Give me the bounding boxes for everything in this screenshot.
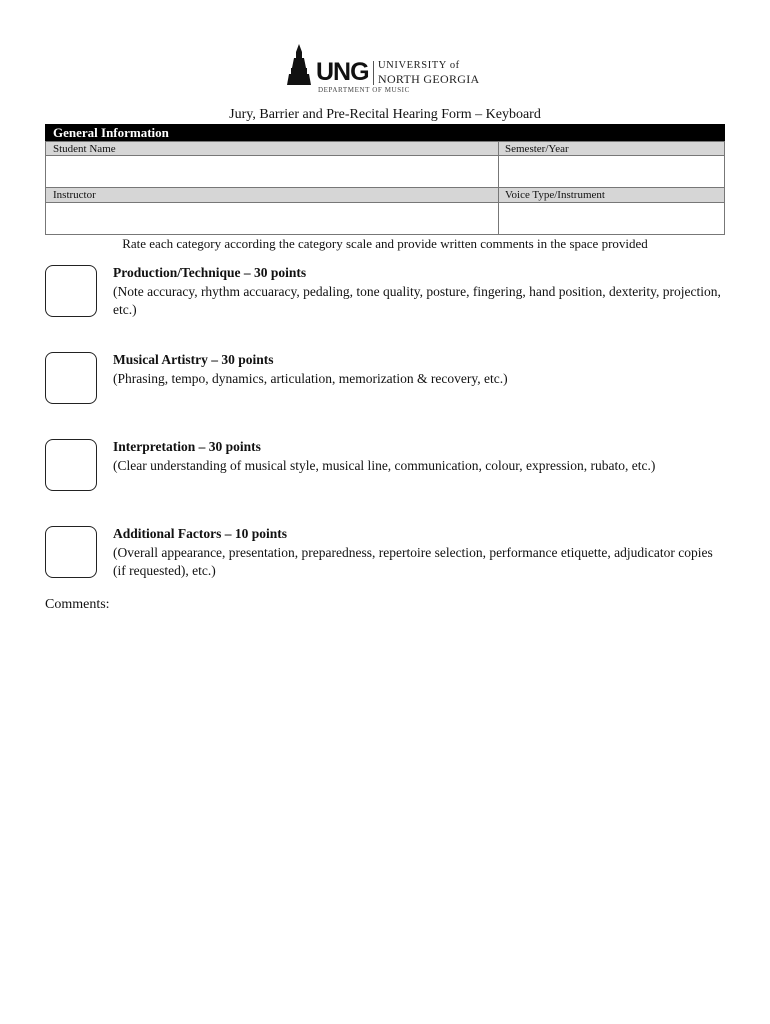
student-name-field[interactable]: [46, 156, 498, 187]
instructor-field[interactable]: [46, 203, 498, 234]
tower-icon: [286, 44, 312, 86]
voice-instrument-label: Voice Type/Instrument: [505, 189, 605, 201]
category-description: (Clear understanding of musical style, musical line, communication, colour, expression, rubato, etc.): [113, 458, 656, 473]
form-title: Jury, Barrier and Pre-Recital Hearing Form – Keyboard: [229, 107, 541, 122]
category-title: Interpretation – 30 points: [113, 439, 261, 454]
score-box[interactable]: [45, 526, 97, 578]
instructions: Rate each category according the category scale and provide written comments in the space provided: [122, 236, 648, 251]
logo-department: DEPARTMENT OF MUSIC: [318, 86, 410, 94]
category-description: (Overall appearance, presentation, preparedness, repertoire selection, performance etiquette, adjudicator copies (if requested), etc.): [113, 545, 713, 578]
instructor-label: Instructor: [53, 189, 96, 201]
comments-label: Comments:: [45, 597, 110, 612]
category-title: Musical Artistry – 30 points: [113, 352, 274, 367]
score-box[interactable]: [45, 439, 97, 491]
info-row-2: [45, 188, 725, 235]
general-information-header: General Information: [45, 124, 725, 141]
field-row-2: [45, 203, 725, 235]
logo-abbr: UNG: [316, 58, 369, 86]
category-title: Additional Factors – 10 points: [113, 526, 288, 541]
category-description: (Note accuracy, rhythm accuaracy, pedaling, tone quality, posture, fingering, hand position, dexterity, projection, etc.): [113, 284, 721, 317]
ung-logo: [286, 44, 496, 100]
info-row-1: [45, 141, 725, 188]
semester-year-label: Semester/Year: [505, 143, 569, 155]
logo-divider: [373, 61, 374, 85]
category-title: Production/Technique – 30 points: [113, 265, 307, 280]
label-row-2: [45, 188, 725, 203]
voice-instrument-field[interactable]: [499, 203, 724, 234]
semester-year-field[interactable]: [499, 156, 724, 187]
score-box[interactable]: [45, 352, 97, 404]
student-name-label: Student Name: [53, 143, 116, 155]
logo-university-line2: NORTH GEORGIA: [378, 72, 480, 86]
score-box[interactable]: [45, 265, 97, 317]
logo-university-line1: UNIVERSITY of: [378, 60, 460, 71]
category-description: (Phrasing, tempo, dynamics, articulation, memorization & recovery, etc.): [113, 371, 508, 386]
label-row-1: [45, 141, 725, 156]
field-row-1: [45, 156, 725, 188]
